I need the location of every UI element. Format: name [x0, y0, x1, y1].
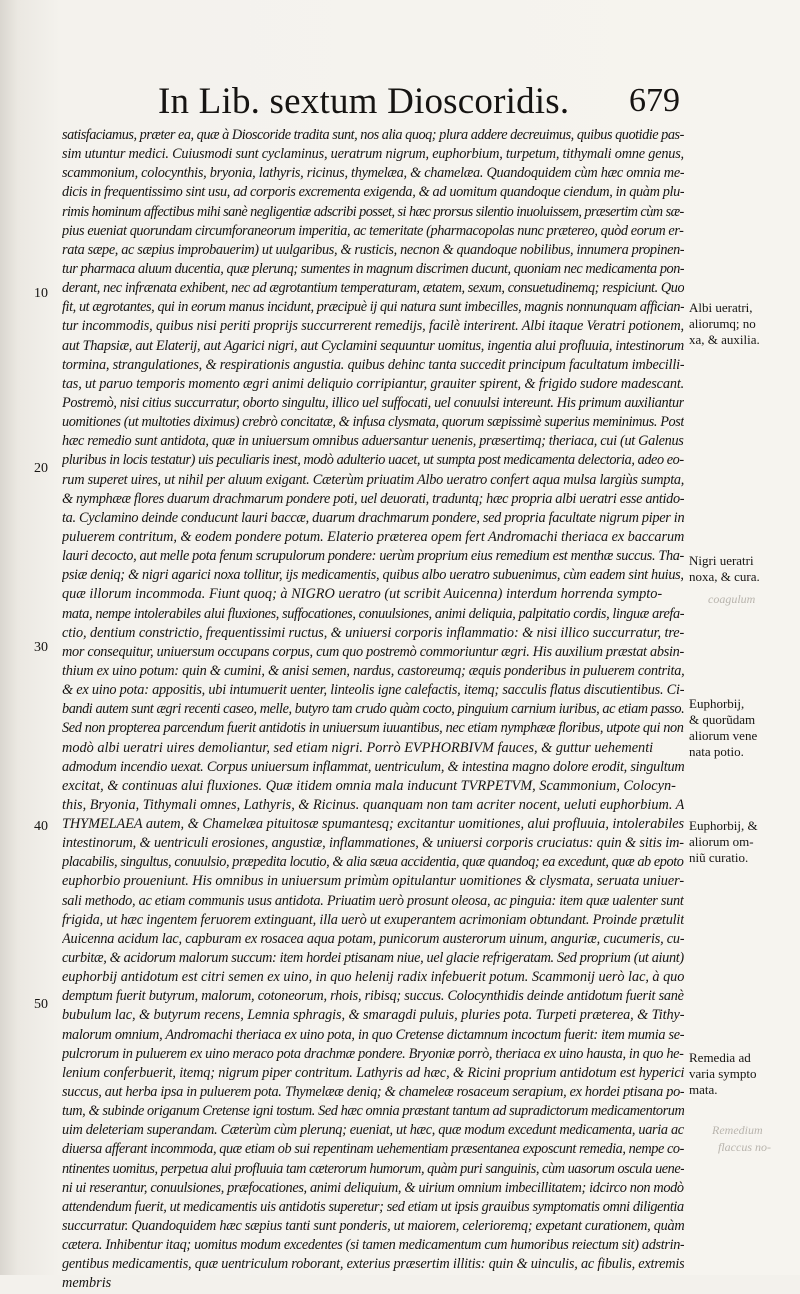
- text-line: pius eueniat quorundam circumforaneorum imperitia, ac temeritate (pharmacopolas nunc prætereo, quòd eorum er-: [62, 222, 684, 239]
- margin-note: Euphorbij, & aliorum om- niũ curatio.: [689, 818, 758, 865]
- text-line: lenium conferbuerit, itemq; nigrum piper contritum. Lathyris ad hæc, & Ricini proprium antidotum est hyperici: [62, 1064, 684, 1081]
- text-line: admodum incendio uexat. Corpus uniuersum inflammat, uentriculum, & intestina magno dolore erodit, singultum: [62, 758, 684, 775]
- text-line: sim utuntur medici. Cuiusmodi sunt cyclaminus, ueratrum nigrum, euphorbium, turpetum, tithymali omne genus,: [62, 146, 684, 163]
- text-line: malorum omnium, Andromachi theriaca ex uino pota, in quo Cretense dictamnum incoctum fuerit: item mumia se-: [62, 1026, 684, 1043]
- margin-note: Remedia ad varia sympto mata.: [689, 1050, 757, 1097]
- text-line: tas, ut paruo temporis momento ægri animi deliquio corripiantur, grauiter spirent, & frigido sudore madescant.: [62, 375, 684, 392]
- line-number: 50: [34, 997, 48, 1012]
- text-line: pluribus in locis testatur) uis peculiaris inest, modò adulterio uacet, ut sumpta post medicamenta delectoria, adeo eo-: [62, 452, 684, 469]
- text-line: curbitæ, & acidorum malorum succum: item hordei ptisanam niue, uel glacie refrigeratam. Sed proprium (ut aiunt): [62, 950, 684, 967]
- text-line: bubulum lac, & butyrum recens, Lemnia sphragis, & smaragdi puluis, pluries pota. Turpeti præterea, & Tithy-: [62, 1007, 684, 1024]
- text-line: Auicenna acidum lac, capburam ex rosacea aqua potam, punicorum austerorum uinum, anguriæ, cucumeris, cu-: [62, 930, 684, 947]
- running-title: In Lib. sextum Dioscoridis.: [158, 81, 570, 122]
- text-line: aut Thapsiæ, aut Elaterij, aut Agarici nigri, aut Cyclamini sequuntur uomitus, ingentia alui profluuia, intestinorum: [62, 337, 684, 354]
- line-number: 10: [34, 286, 48, 301]
- text-line: rum superet uires, ut nihil per aluum exigant. Cæterùm priuatim Albo ueratro confert aqua mulsa largiùs sumpta,: [62, 471, 684, 488]
- text-line: lauri decocto, aut melle pota fenum scrupulorum pondere: uerùm proprium eius remedium est menthæ succus. Tha-: [62, 548, 684, 565]
- text-line: this, Bryonia, Tithymali omnes, Lathyris, & Ricinus. quanquam non tam acriter nocent, ueluti euphorbium. A: [62, 796, 684, 813]
- show-through-text: Remedium: [712, 1123, 763, 1137]
- text-line: succus, aut herba ipsa in puluerem pota. Thymelææ deniq; & chameleæ rosaceum serapium, ex hordei ptisana po-: [62, 1084, 684, 1101]
- margin-note: Albi ueratri, aliorumq; no xa, & auxilia.: [689, 300, 760, 347]
- text-line: thium ex uino potum: quin & cumini, & anisi semen, nardus, castoreumq; æquis ponderibus in puluerem contrita,: [62, 662, 684, 679]
- page-number: 679: [629, 82, 680, 119]
- body-text: [62, 126, 684, 1294]
- text-line: mata, nempe intolerabiles alui fluxiones, suffocationes, conuulsiones, animi deliquia, palpitatio cordis, linguæ arefa-: [62, 605, 684, 622]
- text-line: tormina, strangulationes, & respirationis angustia. quibus dehinc tanta succedit principum facultatum imbecilli-: [62, 356, 684, 373]
- text-line: quæ illorum incommoda. Fiunt quoq; à NIGRO ueratro (ut scribit Auicenna) interdum horrenda sympto-: [62, 586, 663, 603]
- line-number: 20: [34, 461, 48, 476]
- text-line: ta. Cyclamino deinde conducunt lauri baccæ, duarum drachmarum pondere, sed propria facultate nigrum piper in: [62, 509, 684, 526]
- text-line: satisfaciamus, præter ea, quæ à Dioscoride tradita sunt, nos alia quoq; plura addere decreuimus, quibus quotidie pas-: [62, 127, 684, 143]
- text-line: demptum fuerit butyrum, malorum, cotoneorum, rhois, ribisq; succus. Colocynthidis deinde antidotum fuerit sanè: [62, 988, 684, 1005]
- text-line: rata sæpe, ac sæpius improbauerim) ut uulgaribus, & rusticis, necnon & quandoque nobilibus, innumera propinen-: [62, 241, 684, 258]
- margin-note: Euphorbij, & quorũdam aliorum vene nata potio.: [689, 696, 758, 759]
- text-line: sali methodo, ac etiam communis usus antidota. Priuatim uerò prosunt oleosa, ac pinguia: item quæ ualenter sunt: [62, 892, 684, 909]
- text-line: tur incommodis, quibus nisi periti proprijs succurrerent remedijs, facilè interirent. Albi itaque Veratri potionem,: [62, 318, 684, 335]
- text-line: puluerem contritum, & eodem pondere potum. Elaterio præterea opem fert Andromachi theriaca ex baccarum: [62, 528, 684, 545]
- show-through-text: flaccus no-: [718, 1140, 771, 1154]
- line-number: 40: [34, 819, 48, 834]
- text-line: diuersa afferant incommoda, quæ etiam ob sui repentinam uehementiam præsentanea exposcunt remedia, nempe co-: [62, 1141, 684, 1158]
- running-header: [150, 78, 690, 126]
- line-number: 30: [34, 640, 48, 655]
- text-line: dicis in frequentissimo sint usu, ad corporis excrementa exigenda, & ad uomitum quandoque ciendum, in quàm plu-: [62, 184, 684, 201]
- text-line: frigida, ut hæc ingentem feruorem extinguant, illa uerò ut exuperantem acrimoniam obtundant. Proinde prætulit: [62, 911, 684, 928]
- text-line: psiæ deniq; & nigri agarici noxa tollitur, ijs medicamentis, quibus albo ueratro subuenimus, cùm eadem sint huius,: [62, 567, 684, 584]
- text-line: attendendum fuerit, ut medicamentis uis antidotis superetur; sed etiam ut ipsis grauibus symptomatis omni diligentia: [62, 1198, 684, 1215]
- text-line: derant, nec infrænata exhibent, nec ad ægrotantium temperaturam, ætatem, sexum, consuetudinemq; respiciunt. Quo: [62, 280, 684, 297]
- text-line: ni ui reserantur, conuulsiones, præfocationes, animi deliquium, & uirium omnium imbecillitatem; idcirco non modò: [62, 1179, 684, 1196]
- text-line: rimis hominum affectibus mihi sanè negligentiæ adscribi posset, si hæc prorsus silentio inuoluissem, præsertim cùm sæ-: [62, 203, 684, 220]
- text-line: cætera. Inhibentur itaq; uomitus modum excedentes (si tamen medicamentum cum humoribus reiectum sit) adstrin-: [62, 1237, 684, 1254]
- text-line: hæc remedio sunt antidota, quæ in uniuersum omnibus aduersantur uenenis, præsertimq; theriaca, cui (ut Galenus: [62, 433, 684, 450]
- text-line: tur pharmaca aluum ducentia, quæ plerunq; sumentes in magnum discrimen ducunt, quoniam nec medicamenta pon-: [62, 260, 684, 277]
- text-line: modò albi ueratri uires demoliantur, sed etiam nigri. Porrò EVPHORBIVM fauces, & guttur uehementi: [62, 739, 654, 756]
- text-line: euphorbij antidotum est citri semen ex uino, in quo helenij radix infebuerit potum. Scammonij uerò lac, à quo: [62, 969, 684, 986]
- text-line: ctio, dentium constrictio, frequentissimi ructus, & uniuersi corporis inflammatio: & nisi illico succurratur, tre-: [62, 624, 684, 641]
- text-line: intestinorum, & uentriculi erosiones, angustiæ, inflammationes, & uniuersi corporis cruciatus: quin & sitis im-: [62, 835, 684, 852]
- text-line: ntinentes uomitus, perpetua alui profluuia tam cæterorum humorum, quàm puri sanguinis, cùm uasorum oscula uene-: [62, 1160, 684, 1177]
- show-through-text: coagulum: [708, 592, 756, 606]
- text-line: Sed non propterea parcendum fuerit antidotis in uniuersum iuuantibus, nec etiam nymphææ floribus, utpote qui non: [62, 720, 684, 737]
- text-line: scammonium, colocynthis, bryonia, lathyris, ricinus, thymelæa, & chamelæa. Quandoquidem cùm hæc omnia me-: [62, 165, 684, 182]
- text-line: tum, & subinde origanum Cretense igni tostum. Sed hæc omnia præstant tantum ad supradictorum medicamentorum: [62, 1103, 684, 1120]
- text-line: membris: [62, 1275, 112, 1292]
- text-line: succurratur. Quandoquidem hæc sæpius tanti sunt ponderis, ut maiorem, celerioremq; expetant curationem, quàm: [62, 1218, 684, 1235]
- text-line: & ex uino pota: appositis, ubi intumuerit uenter, linteolis igne calefactis, itemq; sacculis flatus discutientibus. Ci-: [62, 682, 684, 699]
- text-line: pulcrorum in puluerem ex uino meraco pota drachmæ pondere. Bryoniæ porrò, theriaca ex uino hausta, in quo he-: [62, 1045, 684, 1062]
- text-line: placabilis, singultus, conuulsio, præpedita locutio, & alia sæua accidentia, quæ quandoq; ea excedunt, quæ ab epoto: [62, 854, 684, 871]
- text-line: uim deleteriam superandam. Cæterùm cùm plerunq; eueniat, ut hæc, quæ modum excedunt medicamenta, uaria ac: [62, 1122, 684, 1139]
- text-line: fit, ut ægrotantes, qui in eorum manus incidunt, præcipuè ij qui natura sunt imbecilles, magnis nonnunquam affician-: [62, 299, 684, 316]
- text-line: excitat, & continuas alui fluxiones. Quæ itidem omnia mala inducunt TVRPETVM, Scammonium, Colocyn-: [62, 777, 676, 794]
- text-line: gentibus medicamentis, quæ uentriculum roborant, exterius præsertim illitis: quin & uinculis, ac fibulis, extremis: [62, 1256, 684, 1273]
- text-line: & nymphææ flores duarum drachmarum pondere poti, uel deuorati, traduntq; hæc propria albi ueratri esse antido-: [62, 490, 684, 507]
- text-line: bandi autem sunt ægri recenti caseo, melle, butyro tam crudo quàm cocto, pinguium carnium iuribus, ac etiam passo.: [62, 701, 684, 718]
- text-line: euphorbio proueniunt. His omnibus in uniuersum primùm opitulantur uomitiones & clysmata, seruata uniuer-: [62, 873, 684, 890]
- margin-note: Nigri ueratri noxa, & cura.: [689, 553, 760, 584]
- text-line: uomitiones (ut multoties diximus) crebrò concitatæ, & infusa clysmata, quorum sæpissimè superius meminimus. Post: [62, 414, 684, 431]
- text-line: Postremò, nisi citius succurratur, oborto singultu, illico uel suffocati, uel conuulsi intereunt. His primum auxiliantur: [62, 394, 684, 411]
- text-line: mor consequitur, uniuersum occupans corpus, cum quo postremò commoriuntur ægri. His auxilium præstat absin-: [62, 643, 684, 660]
- text-line: THYMELAEA autem, & Chamelæa pituitosæ spumantesq; excitantur uomitiones, alui profluuia, intolerabiles: [62, 816, 684, 833]
